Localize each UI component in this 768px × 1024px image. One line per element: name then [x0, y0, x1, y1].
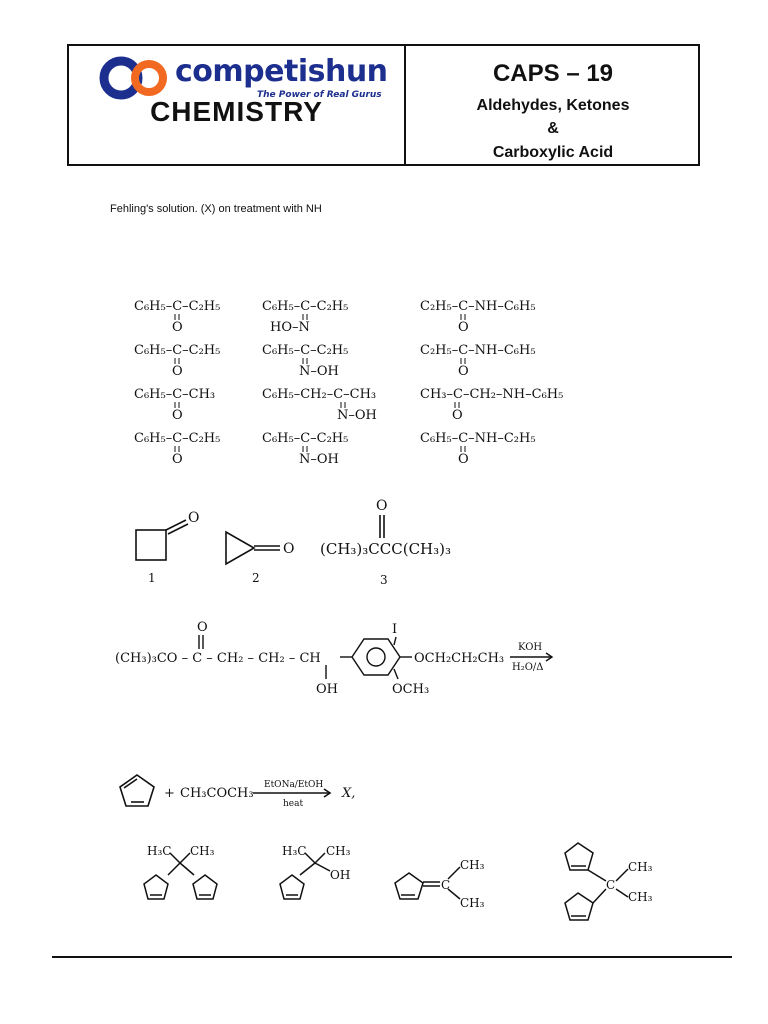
r1-c3-formula: C₂H₅–C–NH–C₆H₅: [420, 299, 536, 314]
brand-tagline: The Power of Real Gurus: [257, 90, 382, 100]
reaction-2: [0, 765, 768, 815]
cyclobutane-ring-icon: [136, 530, 166, 560]
r1-c1-oxygen: O: [172, 320, 183, 335]
ketone-structures: [0, 490, 768, 600]
option-d-bottom-methyl: CH₃: [628, 890, 653, 904]
reaction1-methoxy: OCH₃: [392, 682, 430, 697]
r3-c2-formula: C₆H₅–CH₂–C–CH₃: [262, 387, 377, 402]
subject-title: CHEMISTRY: [150, 96, 323, 127]
r1-c1-formula: C₆H₅–C–C₂H₅: [134, 299, 221, 314]
r1-c2-formula: C₆H₅–C–C₂H₅: [262, 299, 349, 314]
reaction1-reagent-bottom: H₂O/Δ: [512, 662, 544, 673]
benzene-ring-icon: [352, 639, 400, 675]
option-b-right-methyl: CH₃: [326, 844, 351, 858]
reaction1-iodo: I: [392, 622, 398, 637]
reaction1-hydroxyl: OH: [316, 682, 338, 697]
formula-grid: [0, 0, 768, 480]
r1-c3-oxygen: O: [458, 320, 469, 335]
option-c-top-methyl: CH₃: [460, 858, 485, 872]
r4-c3-formula: C₆H₅–C–NH–C₂H₅: [420, 431, 536, 446]
reaction1-chain: (CH₃)₃CO – C – CH₂ – CH₂ – CH: [115, 651, 321, 666]
footer-rule: [52, 956, 732, 958]
topic-line-3: Carboxylic Acid: [492, 144, 614, 161]
answer-options: [0, 835, 768, 935]
reaction-1: [0, 615, 768, 705]
topic-line-2: &: [547, 120, 559, 137]
ketone3-oxygen: O: [376, 498, 388, 514]
ketone1-label: 1: [148, 571, 156, 585]
option-d-top-methyl: CH₃: [628, 860, 653, 874]
r4-c2-formula: C₆H₅–C–C₂H₅: [262, 431, 349, 446]
reaction1-propoxy: OCH₂CH₂CH₃: [414, 651, 505, 666]
r3-c3-formula: CH₃–C–CH₂–NH–C₆H₅: [420, 387, 564, 402]
r2-c3-formula: C₂H₅–C–NH–C₆H₅: [420, 343, 536, 358]
option-b-hydroxyl: OH: [330, 868, 351, 882]
option-a-left-methyl: H₃C: [147, 844, 172, 858]
cyclopropane-ring-icon: [226, 532, 254, 564]
option-c-bottom-methyl: CH₃: [460, 896, 485, 910]
reaction2-plus: +: [164, 786, 175, 801]
r3-c1-formula: C₆H₅–C–CH₃: [134, 387, 216, 402]
r2-c2-oxime: N–OH: [299, 364, 339, 379]
reaction2-condition-bottom: heat: [283, 799, 304, 809]
topic-line-1: Aldehydes, Ketones: [476, 97, 630, 114]
ketone3-formula: (CH₃)₃CCC(CH₃)₃: [320, 540, 452, 558]
option-b-left-methyl: H₃C: [282, 844, 307, 858]
option-d-carbon: C: [606, 878, 616, 892]
ketone2-oxygen: O: [283, 541, 295, 557]
ketone1-oxygen: O: [188, 510, 200, 526]
r3-c1-oxygen: O: [172, 408, 183, 423]
ketone3-label: 3: [380, 573, 388, 587]
reaction2-acetone: CH₃COCH₃: [180, 786, 254, 801]
reaction2-condition-top: EtONa/EtOH: [264, 780, 324, 790]
r1-c2-oxime: HO–N: [270, 320, 310, 335]
r2-c1-oxygen: O: [172, 364, 183, 379]
r2-c1-formula: C₆H₅–C–C₂H₅: [134, 343, 221, 358]
question-intro: Fehling's solution. (X) on treatment with NH: [110, 203, 322, 215]
r4-c3-oxygen: O: [458, 452, 469, 467]
reaction2-product: X,: [342, 786, 356, 801]
ketone2-label: 2: [252, 571, 260, 585]
r4-c1-formula: C₆H₅–C–C₂H₅: [134, 431, 221, 446]
brand-name: competishun: [175, 54, 388, 89]
reaction1-reagent-top: KOH: [518, 642, 543, 653]
option-c-carbon: C: [441, 878, 451, 892]
r2-c2-formula: C₆H₅–C–C₂H₅: [262, 343, 349, 358]
r4-c1-oxygen: O: [172, 452, 183, 467]
r3-c2-oxime: N–OH: [337, 408, 377, 423]
r3-c3-oxygen: O: [452, 408, 463, 423]
reaction1-carbonyl-oxygen: O: [197, 620, 208, 635]
caps-code: CAPS – 19: [492, 60, 614, 87]
r2-c3-oxygen: O: [458, 364, 469, 379]
option-a-right-methyl: CH₃: [190, 844, 215, 858]
r4-c2-oxime: N–OH: [299, 452, 339, 467]
